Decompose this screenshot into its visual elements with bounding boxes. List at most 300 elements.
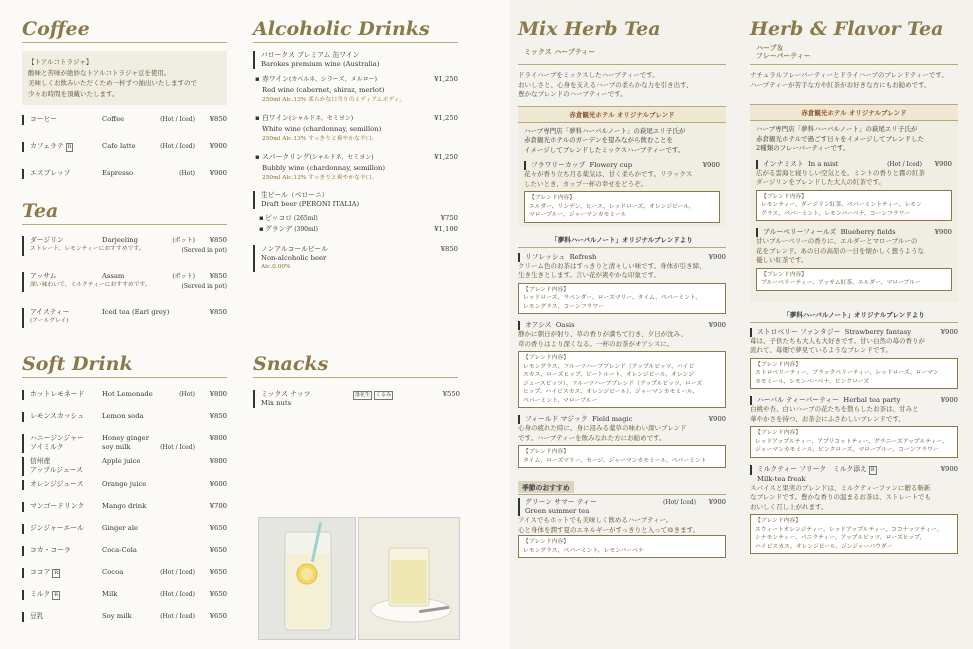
soft-drink-item [22,590,227,600]
desc-line: なブレンドです。豊かな香りの温まるお茶は、ストレートでも [750,493,932,501]
blend-box [756,190,952,222]
flavor-hotel-intro [756,125,952,154]
blend-label: 【ブレンド内容】 [755,430,801,436]
desc-line: 草の香りはより深くなる。一杯のお茶がオアシスに。 [518,339,674,348]
soft-drink-item [22,568,227,578]
green-summer-tea-blend-box [518,535,726,558]
item-price: ¥900 [209,142,227,150]
bullet-icon: ▪ [255,153,260,161]
lemonade-glass-image [259,518,355,639]
mix-hotel-blend-header: 赤倉観光ホテル オリジナルブレンド [518,106,726,123]
item-jp: ジンジャーエール [30,524,84,532]
herb-flavor-item [750,465,958,555]
item-en: Hot Lemonade [102,390,153,398]
wine-price: ¥1,250 [434,75,458,83]
flavor-hotel-item [756,228,952,291]
item-tag: (Hot / Iced) [160,116,195,123]
item-price: ¥850 [209,272,227,280]
item-jp: アッサム [30,272,57,280]
desc-line: 流れて、苺畑で夢見ているようなブレンドです。 [750,346,892,354]
beer-jp: グランデ [265,225,293,233]
blend-box [756,268,952,291]
bullet-icon: ▪ [255,114,260,122]
refill-badge: R [54,570,59,576]
wine-note: 250ml Alc.13% すっきりと爽やかな辛口。 [262,175,378,181]
desc-line: 花をブレンド。あの日の高原の一日を懐かしく想うような [756,246,924,255]
desc-line: ダージリンをブレンドした大人の紅茶です。 [756,178,885,186]
flavor-hotel-item-wrap [756,228,952,291]
blend-box [750,426,958,458]
blend-line: スカス、ローズヒップ、ビートルート、オレンジピール、オレンジ [523,372,695,378]
beer-jp: ピッコロ [265,214,292,222]
intro-line: おいしさと、心身を支えるハーブの柔らかな力を引き出す、 [518,80,693,89]
item-jp: インナミスト [763,159,804,168]
item-price: ¥600 [209,480,227,488]
item-price: ¥650 [209,612,227,620]
blend-line: グラス、ペパーミント、レモンバーベナ、コーンフラワー [761,210,911,217]
blend-line: レモングラス、フルーツハーブブレンド（アップルピッツ、ハイビ [523,363,695,370]
item-jp: カフェラテ [30,142,64,150]
item-heading [750,465,958,475]
coffee-title: Coffee [22,18,227,43]
beer-size: (390ml) [294,226,318,233]
flavor-hotel-list [756,160,952,291]
beer-price: ¥1,100 [434,225,458,233]
desc-line: クリーム色のお茶はすっきりと清々しい味です。身体が引き締、 [518,261,706,270]
coffee-note-line: 【トアルコトラジャ】 [28,58,93,66]
item-en: Iced tea (Earl grey) [102,308,170,316]
item-price: ¥650 [209,524,227,532]
item-desc [518,262,726,281]
snacks-title: Snacks [253,353,458,378]
milk-tea-photo [358,517,460,640]
green-summer-tea-tag: (Hot/ Iced) [663,499,696,506]
mix-yume-header: 「夢科ハーバルノート」オリジナルブレンドより [518,235,726,248]
item-en: Strawberry fantasy [844,327,912,336]
flowery-cup-blend-box [524,191,720,223]
flowery-cup-desc [524,170,720,189]
herb-flavor-list [750,328,958,555]
herb-flavor-intro [750,71,958,90]
mix-herb-list [518,253,726,469]
desc-line: したいとき、カップ一杯の幸せをどうぞ。 [524,179,648,188]
blend-label: 【ブレンド内容】 [761,271,807,278]
wine-jp: 赤ワイン [262,75,289,83]
item-tag: (Hot) [179,391,195,398]
desc-line: 広がる雲海と寝りしい空気とを。ミントの香りと霧の紅茶 [756,168,925,177]
item-tag: (Hot / Iced) [160,613,195,620]
item-price: ¥800 [209,390,227,398]
intro-line: 赤倉観光ホテルのガーデンを望みながら飲むことを [524,136,674,144]
refill-badge: R [67,144,72,150]
intro-line: ハーブティーが苦手な方や紅茶がお好きな方にもお勧めです。 [750,80,931,89]
coffee-note-line: 少々お時間を頂戴いたします。 [28,89,119,98]
item-en: Lemon soda [102,412,144,420]
wine-item [253,113,458,144]
item-en: Cocoa [102,568,124,576]
item-jp-wrap [30,590,227,600]
wine-jp-sub: (シャルドネ、セミヨン) [288,115,354,122]
desc-line: 甘いブルーベリーの香りに、エルダーとマローブルーの [756,237,918,245]
wine-jp-sub: (カベルネ、シラーズ、メルロー) [288,76,378,83]
blend-box [518,445,726,468]
mix-herb-item [518,253,726,315]
desc-line: 静かに朝日が射り、草の香りが満ちて行き、夕日が沈み、 [518,330,688,338]
item-price: ¥900 [940,327,958,336]
soft-drink-item [22,502,227,512]
wine-note: 250ml Alc.13% 柔らかな口当りのミディアムボディ。 [262,97,406,103]
bullet-icon: ▪ [259,214,264,222]
item-price: ¥650 [209,546,227,554]
item-tag: (Hot / Iced) [160,143,195,150]
item-price: ¥900 [708,321,726,329]
item-jp: ミルク [30,590,51,598]
item-en: Orange juice [102,480,147,488]
item-desc [756,237,952,266]
item-jp: ストロベリー ファンタジー [757,327,841,336]
coffee-item [22,115,227,125]
herb-flavor-title-jp [756,44,811,60]
tea-list [22,236,227,344]
mix-herb-title [518,18,726,65]
blend-line: シナモンティー、バニラティー、アップルピッツ、ローズヒップ、 [755,535,926,541]
wine-header [253,51,458,69]
intro-line: イメージしてブレンドしたミックスハーブティーです。 [524,145,685,154]
item-price: ¥650 [209,568,227,576]
mix-nuts-en: Mix nuts [261,399,292,407]
item-jp: コカ・コーラ [30,546,71,554]
desc-line: 白桃や杏、白いハーブの花たちを散らしたお茶は、甘みと [750,405,919,413]
blend-label: 【ブレンド内容】 [755,518,801,524]
soft-drink-item [22,524,227,534]
item-en: Coca-Cola [102,546,137,554]
wine-note: 250ml Alc.13% すっきりと爽やかな辛口。 [262,136,378,142]
item-tag: (Hot / Iced) [160,569,195,576]
wine-en: Red wine (cabernet, shiraz, merlot) [262,86,385,94]
item-jp: 信州産 [30,457,51,465]
wine-en: White wine (chardonnay, semillon) [262,125,382,133]
refill-badge: R [870,466,875,473]
wine-price: ¥1,250 [434,114,458,122]
title-jp-line: フレーバーティー [756,51,811,60]
item-en: Soy milk [102,612,132,620]
item-price: ¥900 [708,415,726,423]
item-jp: アイスティー [30,308,70,316]
herb-flavor-title [750,18,958,65]
item-jp2: アップルジュース [30,466,83,474]
item-price: ¥800 [209,457,227,465]
item-desc [518,424,726,443]
mix-herb-title-en: Mix Herb Tea [518,18,661,40]
non-alcoholic-beer-price: ¥850 [440,245,458,253]
wine-en: Bubbly wine (chardonnay, semillon) [262,164,386,172]
green-summer-tea-desc [518,516,726,535]
mix-hotel-intro [524,127,720,156]
item-price: ¥900 [940,396,958,404]
item-jp: ダージリン [30,236,64,244]
coffee-note [22,51,227,105]
wine-item [253,74,458,105]
blend-line: レモングラス、コーンフラワー [523,303,604,310]
item-jp: ハニージンジャー [30,434,84,442]
desc-line: です。ハーブティーを飲みなれた方にお勧めです。 [518,433,666,442]
item-desc [750,405,958,424]
blend-box [518,351,726,408]
tea-item [22,308,227,328]
bullet-icon: ▪ [259,225,264,233]
item-sub: (アールグレイ) [30,318,69,324]
green-summer-tea-jp: グリーン サマー ティー [525,498,597,506]
item-sub2: (Served in pot) [181,283,227,290]
blend-label: 【ブレンド内容】 [523,355,569,361]
flavor-hotel-blend-header: 赤倉観光ホテル オリジナルブレンド [750,104,958,121]
item-en: Darjeeling [102,236,138,244]
mix-nuts-item [253,390,460,408]
desc-line: アイスでもホットでも美味しく飲めるハーブティー。 [518,516,673,524]
wine-jp-line [262,152,458,163]
flavor-hotel-item [756,160,952,222]
mix-herb-item [518,321,726,408]
item-price: ¥850 [209,308,227,316]
soft-drink-item [22,546,227,556]
blend-label: 【ブレンド内容】 [523,286,569,293]
blend-line: マローブルー、ジャーマンカモミール [529,212,627,218]
wine-jp: スパークリング [262,153,310,161]
blend-line: ヒップ、ハイビスカス、オレンジピール）、ジャーマンカモミール、 [523,389,699,395]
desc-line: スパイスと果実のブレンドは、ミルクティーファンに贈る斬新 [750,483,931,492]
blend-label: 【ブレンド内容】 [523,449,569,455]
item-jp: コーヒー [30,115,57,123]
item-jp2: ソイミルク [30,443,64,451]
item-jp: 豆乳 [30,612,44,620]
flavor-hotel-item-wrap [756,160,952,222]
allergen-chips [351,390,393,400]
wine-list [253,74,458,183]
blend-line: ジャーマンカモミール、ピンクローズ、マローブルー、コーンフラワー [755,447,939,453]
non-alcoholic-beer-jp: ノンアルコールビール [261,245,328,253]
item-price: ¥850 [209,236,227,244]
soft-drink-item [22,480,227,490]
item-en: Herbal tea party [843,396,901,404]
blend-line: スウィートオレンジティー、レッドアップルティー、ココナッツティー、 [755,526,943,533]
tea-title: Tea [22,200,227,225]
desc-line: 生き生きとします。言い花が爽やかな印象です。 [518,271,660,279]
item-en: Espresso [102,169,134,177]
item-price: ¥650 [209,590,227,598]
item-sub: ストレート、レモンティーにおすすめです。 [30,246,145,252]
blend-line: ペパーミント、マローブルー [523,397,598,404]
blend-label: 【ブレンド内容】 [529,195,575,201]
desc-line: 優しい紅茶です。 [756,256,808,264]
blend-line: ハイビスカス、オレンジピール、ジンジャーパウダー [755,543,893,550]
item-desc [518,330,726,349]
item-tag: (ポット) [172,237,195,244]
flowery-cup-jp: フラワリーカップ [531,161,586,169]
item-heading [518,253,726,262]
non-alcoholic-beer-en: Non-alcoholic beer [261,254,327,262]
item-en: Mango drink [102,502,147,510]
mix-herb-intro [518,71,726,100]
beer-item [259,224,458,235]
beer-header [253,191,458,209]
item-heading [750,396,958,405]
wine-jp-line [262,74,458,85]
item-en: Assam [102,272,125,280]
item-en2: soy milk [102,443,131,451]
blend-box [750,358,958,390]
item-en: Honey ginger [102,434,149,442]
item-desc [756,169,952,188]
season-header [518,475,726,495]
item-jp: マンゴードリンク [30,502,85,510]
non-alcoholic-beer-alc: Alc.0.00% [261,264,291,270]
item-price: ¥850 [209,115,227,123]
blend-line: レッドアップルティー、アプリコットティー、グラニーズアップルティー、 [755,438,948,445]
beer-size: (265ml) [293,215,318,222]
coffee-note-line: 酸味と苦味が絶妙なトアルコトラジャ豆を使用。 [28,68,171,77]
item-en: In a mist [808,159,839,168]
allergen-chip-walnut: くるみ [376,392,392,398]
item-heading [518,415,726,424]
item-tag: (Hot / Iced) [160,444,195,451]
item-heading [756,228,952,237]
item-en: Oasis [555,321,575,329]
wine-price: ¥1,250 [434,153,458,161]
item-heading [750,328,958,337]
refill-badge: R [54,592,59,598]
item-en: Apple juice [102,457,141,465]
item-en: Ginger ale [102,524,139,532]
column-coffee-tea-soft [22,0,227,649]
item-desc [750,337,958,356]
wine-item [253,152,458,183]
desc-line: 心と身体を潤す夏のエネルギーがすっきりと入ってゆきます。 [518,525,700,534]
flowery-cup-item [524,161,720,170]
soft-drink-item [22,390,227,400]
item-tag: (Hot / Iced) [160,591,195,598]
flowery-cup-en: Flowery cup [589,161,633,169]
item-sub: 深い味わいで、ミルクティーにおすすめです。 [30,282,151,288]
beer-list [253,213,458,235]
item-jp: ミルクティー フリーク ミルク添え [757,464,867,473]
blend-line: ジュースピッツ）、フルーツハーブブレンド（アップルピッツ、ローズ [523,380,703,387]
flowery-cup-price: ¥900 [702,161,720,169]
item-heading [756,160,952,169]
herb-flavor-item [750,328,958,390]
item-jp: オアシス [525,321,552,329]
blend-line: エルダー、リンデン、ヒース、レッドローズ、オレンジピール、 [529,203,695,210]
item-jp: エスプレッソ [30,169,71,177]
column-herb-flavor [750,0,958,561]
item-heading [518,321,726,330]
mix-hotel-blend-box [518,123,726,227]
item-jp-wrap [30,568,227,578]
item-price: ¥900 [209,169,227,177]
tea-item [22,236,227,256]
item-jp: フィールド マジック [525,415,588,423]
season-label: 季節のおすすめ [518,481,574,493]
item-price: ¥900 [934,228,952,236]
soft-drink-list [22,390,227,634]
tea-item [22,272,227,292]
item-en: Cafe latte [102,142,136,150]
beer-price: ¥750 [440,214,458,222]
intro-line: ハーブ専門店「夢科ハーバルノート」の萩尾エリ子氏が [524,126,686,135]
soft-drink-item [22,457,227,476]
desc-line: 花々が香り立ち月る薬気は、甘く柔らかです。リラックス [524,170,693,178]
item-desc [750,484,958,513]
wine-header-jp: バロークス プレミアム 缶ワイン [261,51,360,59]
blend-label: 【ブレンド内容】 [755,361,801,368]
column-mix-herb [518,0,726,558]
item-price: ¥700 [209,502,227,510]
soft-drink-item [22,434,227,453]
item-jp: レモンスカッシュ [30,412,84,420]
herb-flavor-item [750,396,958,458]
tea-glass-image [359,518,459,639]
item-jp: ハーバル ティーパーティー [757,396,839,404]
blend-line: タイム、ローズマリー、セージ、ジャーマンカモミール、ペパーミント [523,457,707,464]
soft-drink-item [22,612,227,622]
item-sub2: (Served in pot) [181,247,227,254]
soft-drink-item [22,412,227,422]
soft-drink-title: Soft Drink [22,353,227,378]
coffee-note-line: 美味しくお飲みいただくため一杯ずつ抽出いたしますので [28,79,197,87]
intro-line: ナチュラルフレーバーティーとドライハーブのブレンドティーです。 [750,71,948,79]
item-price: ¥850 [209,412,227,420]
coffee-item [22,142,227,152]
mix-nuts-price: ¥550 [442,390,460,398]
item-price: ¥900 [934,159,952,168]
desc-line: 心身の疲れた時に。身に浸みる薬草の味わい深いブレンド [518,424,687,432]
flavor-yume-header: 「夢科ハーバルノート」オリジナルブレンドより [750,310,958,323]
item-price: ¥900 [940,464,958,473]
herb-flavor-title-en: Herb & Flavor Tea [750,18,944,40]
wine-jp-line [262,113,458,124]
mix-herb-item [518,415,726,468]
item-jp: ホットレモネード [30,390,85,398]
coffee-list [22,115,227,179]
green-summer-tea-item [518,498,726,516]
blend-label: 【ブレンド内容】 [523,539,569,545]
beer-item [259,213,458,224]
desc-line: 苺は、子供たちも大人も大好きです。甘い白然の苺の香りが [750,336,925,345]
blend-line: ストロベリーティー、ブラックベリーティー、レッドローズ、ローマン [755,370,939,376]
item-jp: オレンジジュース [30,480,84,488]
blend-line: ブルーベリーティー、アッサム紅茶、エルダー、マローブルー [761,280,921,286]
alcohol-title: Alcoholic Drinks [253,18,458,43]
lemonade-photo [258,517,356,640]
allergen-chip-peanut: 落花生 [355,392,371,398]
item-jp: リフレッシュ [525,252,566,261]
blend-line: レモンティー、ダージリン紅茶、ペパーミントティー、レモン [761,202,922,208]
title-jp-line: ハーブ＆ [756,43,784,52]
item-en: Refresh [569,252,597,261]
item-price: ¥800 [209,434,227,442]
blend-label: 【ブレンド内容】 [761,193,807,200]
item-en2: Milk-tea freak [757,474,806,483]
intro-line: 2種類のフレーバーティーです。 [756,144,850,152]
mix-herb-title-jp: ミックス ハーブティー [524,47,596,56]
green-summer-tea-en: Green summer tea [525,507,590,515]
item-en: Field magic [591,415,633,423]
desc-line: おいしく召し上がれます。 [750,502,828,511]
herb-tea-panel [510,0,973,649]
intro-line: ドライハーブをミックスしたハーブティーです。 [518,71,659,79]
item-jp: ココア [30,568,51,576]
blend-line: レモングラス、ペパーミント、レモンバーベナ [523,547,644,554]
wine-header-en: Barokes premium wine (Australia) [261,60,380,68]
